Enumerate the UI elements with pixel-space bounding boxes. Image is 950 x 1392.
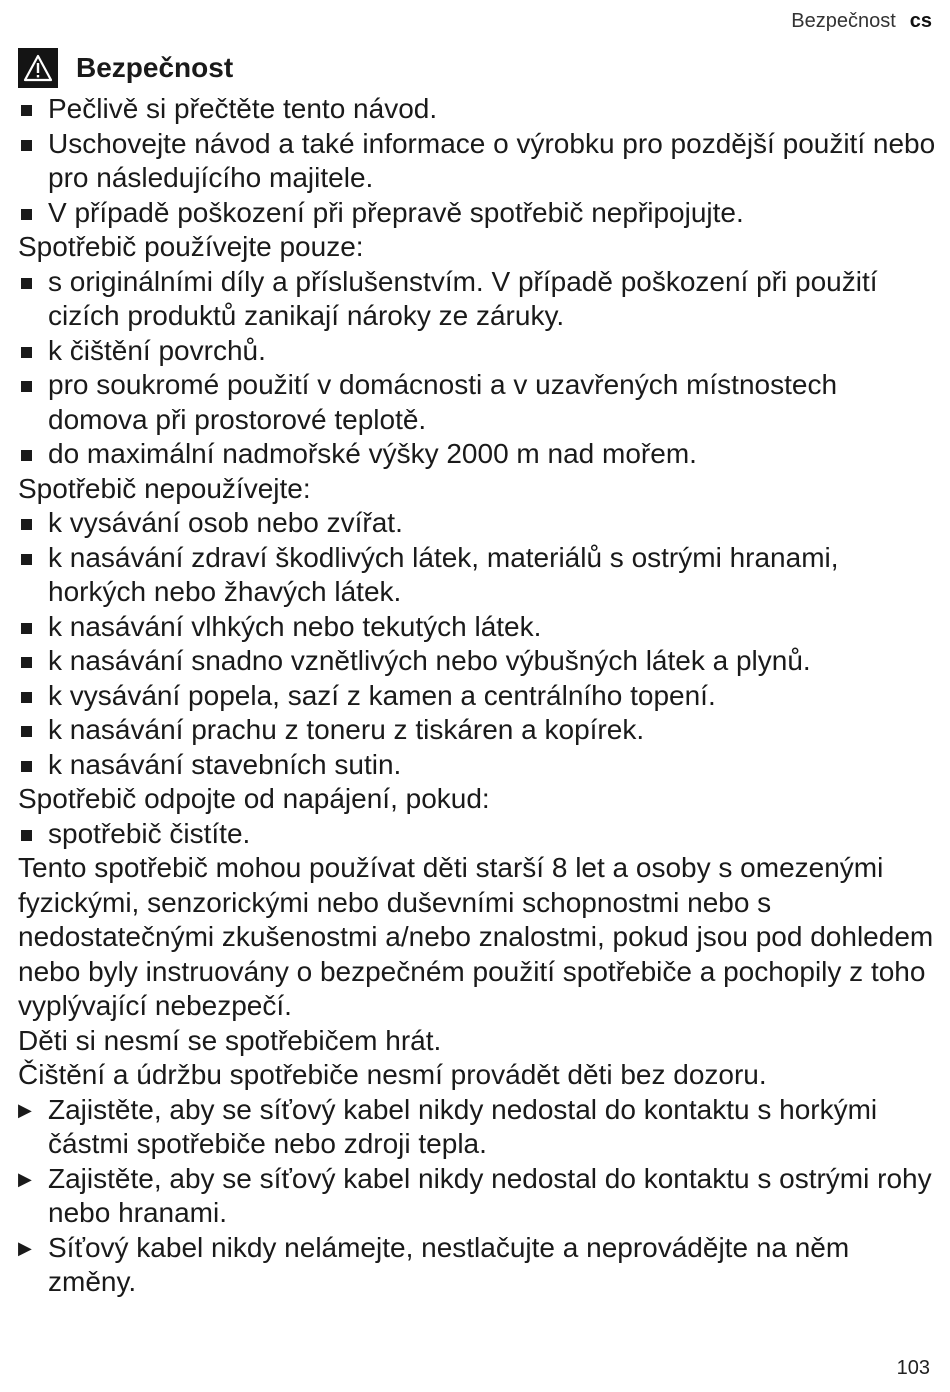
action-item — [18, 1093, 936, 1162]
bullet-square-icon — [18, 644, 48, 679]
bullet-square-icon — [18, 610, 48, 645]
bullet-text: k vysávání popela, sazí z kamen a centrálního topení. — [48, 679, 716, 711]
action-item — [18, 1162, 936, 1231]
action-text: Zajistěte, aby se síťový kabel nikdy nedostal do kontaktu s horkými částmi spotřebiče nebo zdroji tepla. — [48, 1093, 878, 1159]
bullet-item — [18, 817, 936, 852]
bullet-square-icon — [18, 817, 48, 852]
action-item — [18, 1231, 936, 1300]
paragraph: Spotřebič používejte pouze: — [18, 231, 364, 262]
bullet-item — [18, 541, 936, 610]
language-code: cs — [909, 10, 932, 32]
warning-triangle-icon — [18, 48, 58, 88]
bullet-square-icon — [18, 334, 48, 369]
bullet-text: k nasávání zdraví škodlivých látek, materiálů s ostrými hranami, horkých nebo žhavých látek. — [48, 541, 839, 607]
bullet-item — [18, 679, 936, 714]
bullet-item — [18, 610, 936, 645]
bullet-square-icon — [18, 713, 48, 748]
bullet-text: V případě poškození při přepravě spotřebič nepřipojujte. — [48, 196, 744, 228]
action-text: Síťový kabel nikdy nelámejte, nestlačujte a neprovádějte na něm změny. — [48, 1231, 850, 1297]
paragraph: Spotřebič odpojte od napájení, pokud: — [18, 783, 490, 814]
bullet-square-icon — [18, 92, 48, 127]
bullet-text: k čištění povrchů. — [48, 334, 266, 366]
action-text: Zajistěte, aby se síťový kabel nikdy nedostal do kontaktu s ostrými rohy nebo hranami. — [48, 1162, 932, 1228]
bullet-square-icon — [18, 679, 48, 714]
bullet-text: pro soukromé použití v domácnosti a v uzavřených místnostech domova při prostorové teplotě. — [48, 369, 838, 435]
document-body — [18, 48, 936, 1300]
bullet-text: k vysávání osob nebo zvířat. — [48, 507, 403, 538]
bullet-text: Uschovejte návod a také informace o výrobku pro pozdější použití nebo pro následujícího majitele. — [48, 127, 936, 193]
bullet-text: k nasávání snadno vznětlivých nebo výbušných látek a plynů. — [48, 645, 811, 676]
action-arrow-icon: ▶ — [18, 1099, 32, 1120]
paragraph: Tento spotřebič mohou používat děti starší 8 let a osoby s omezenými fyzickými, senzorickými nebo duševními schopnostmi nebo s nedostatečnými zkušenostmi a/nebo znalostmi, pokud jsou pod dohledem nebo byly instruovány o bezpečném použití spotřebiče a pochopily z toho vyplývající nebezpečí. — [18, 852, 934, 1021]
bullet-text: s originálními díly a příslušenstvím. V případě poškození při použití cizích produktů zanikají nároky ze záruky. — [48, 265, 878, 331]
section-heading-text: Bezpečnost — [76, 51, 234, 83]
bullet-item — [18, 506, 936, 541]
bullet-square-icon — [18, 265, 48, 334]
bullet-text: k nasávání stavebních sutin. — [48, 748, 402, 780]
bullet-item — [18, 265, 936, 334]
action-arrow-icon: ▶ — [18, 1168, 32, 1189]
bullet-square-icon — [18, 506, 48, 541]
bullet-item — [18, 644, 936, 679]
bullet-text: k nasávání vlhkých nebo tekutých látek. — [48, 610, 542, 642]
bullet-square-icon — [18, 748, 48, 783]
paragraph: Čištění a údržbu spotřebiče nesmí provádět děti bez dozoru. — [18, 1059, 767, 1090]
bullet-item — [18, 196, 936, 231]
bullet-square-icon — [18, 368, 48, 437]
bullet-square-icon — [18, 127, 48, 196]
bullet-item — [18, 92, 936, 127]
bullet-square-icon — [18, 437, 48, 472]
action-arrow-icon: ▶ — [18, 1237, 32, 1258]
running-header — [791, 10, 932, 33]
bullet-text: k nasávání prachu z toneru z tiskáren a kopírek. — [48, 714, 645, 745]
bullet-item — [18, 368, 936, 437]
bullet-square-icon — [18, 196, 48, 231]
bullet-square-icon — [18, 541, 48, 610]
bullet-item — [18, 713, 936, 748]
paragraph: Spotřebič nepoužívejte: — [18, 472, 311, 504]
page-number: 103 — [896, 1357, 930, 1379]
running-header-section: Bezpečnost — [791, 10, 896, 32]
bullet-item — [18, 334, 936, 369]
bullet-item — [18, 748, 936, 783]
bullet-text: spotřebič čistíte. — [48, 817, 251, 849]
bullet-item — [18, 437, 936, 472]
paragraph: Děti si nesmí se spotřebičem hrát. — [18, 1024, 442, 1056]
bullet-text: Pečlivě si přečtěte tento návod. — [48, 93, 438, 124]
section-heading — [18, 48, 936, 88]
bullet-item — [18, 127, 936, 196]
bullet-text: do maximální nadmořské výšky 2000 m nad mořem. — [48, 438, 697, 469]
